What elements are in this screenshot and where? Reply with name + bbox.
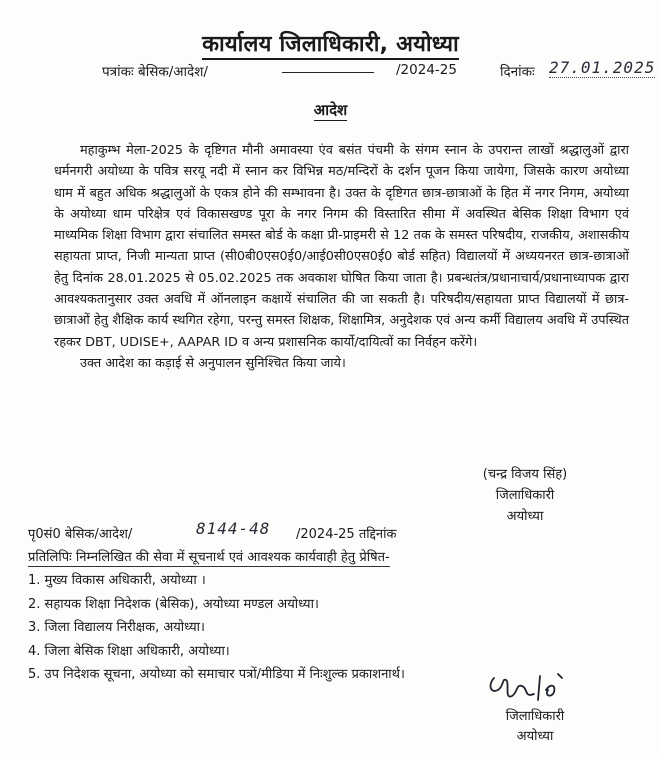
order-body (54, 140, 629, 374)
signatory-designation: जिलाधिकारी (495, 488, 555, 503)
office-title (0, 28, 661, 58)
final-signature-block (450, 670, 620, 750)
reference-year: /2024-25 (396, 62, 457, 78)
final-signatory-text (450, 707, 620, 747)
copy-to-intro: प्रतिलिपिः निम्नलिखित की सेवा में सूचनार्थ एवं आवश्यक कार्यवाही हेतु प्रेषित- (28, 547, 390, 567)
signatory-place: अयोध्या (506, 509, 544, 524)
reference-prefix: पत्रांकः बेसिक/आदेश/ (102, 64, 208, 80)
signatory-block (440, 464, 610, 527)
endorsement-prefix: पृ0सं0 बेसिक/आदेश/ (28, 527, 133, 542)
endorsement-suffix: /2024-25 तद्दिनांक (296, 527, 397, 542)
endorsement-handwritten-number: 8144-48 (196, 519, 271, 538)
handwritten-date: 27.01.2025 (549, 58, 656, 77)
order-paragraph-compliance: उक्त आदेश का कड़ाई से अनुपालन सुनिश्चित किया जाये। (80, 355, 346, 371)
recipient-list (28, 569, 405, 687)
handwritten-signature (484, 670, 574, 706)
signatory-name: (चन्द्र विजय सिंह) (482, 467, 568, 482)
reference-line (102, 58, 656, 84)
recipient-item: 1. मुख्य विकास अधिकारी, अयोध्या । (28, 573, 206, 588)
final-signatory-place: अयोध्या (516, 729, 554, 744)
final-signatory-designation: जिलाधिकारी (505, 709, 565, 724)
order-heading (0, 100, 661, 120)
office-title-text: कार्यालय जिलाधिकारी, अयोध्या (202, 32, 459, 60)
order-paragraph-main: महाकुम्भ मेला-2025 के दृष्टिगत मौनी अमावस्या एंव बसंत पंचमी के संगम स्नान के उपरान्त लाखों श्रद्धालुओं द्वारा धर्मनगरी अयोध्या के पवित्र सरयू नदी में स्नान कर विभिन्न मठ/मन्दिरों के दर्शन पूजन किया जायेगा, जिसके कारण अयोध्या धाम में बहुत अधिक श्रद्धालुओं के एकत्र होने की सम्भावना है। उक्त के दृष्टिगत छात्र-छात्राओं के हित में नगर निगम, अयोध्या के अयोध्या धाम परिक्षेत्र एवं विकासखण्ड पूरा के नगर निगम की विस्तारित सीमा में अवस्थित बेसिक शिक्षा विभाग एवं माध्यमिक शिक्षा विभाग द्वारा संचालित समस्त बोर्ड के कक्षा प्री-प्राइमरी से 12 तक के समस्त परिषदीय, राजकीय, अशासकीय सहायता प्राप्त, निजी मान्यता प्राप्त (सी0बी0एस0ई0/आई0सी0एस0ई0 बोर्ड सहित) विद्यालयों में अध्ययनरत छात्र-छात्राओं हेतु दिनांक 28.01.2025 से 05.02.2025 तक अवकाश घोषित किया जाता है। प्रबन्धतंत्र/प्रधानाचार्य/प्रधानाध्यापक द्वारा आवश्यकतानुसार उक्त अवधि में ऑनलाइन कक्षायें संचालित की जा सकती है। परिषदीय/सहायता प्राप्त विद्यालयों में छात्र-छात्राओं हेतु शैक्षिक कार्य स्थगित रहेगा, परन्तु समस्त शिक्षक, शिक्षामित्र, अनुदेशक एवं अन्य कर्मी विद्यालय अवधि में उपस्थित रहकर DBT, UDISE+, AAPAR ID व अन्य प्रशासनिक कार्यो/दायित्वों का निर्वहन करेंगे। (54, 143, 629, 350)
recipient-item: 4. जिला बेसिक शिक्षा अधिकारी, अयोध्या। (28, 643, 230, 659)
recipient-item: 3. जिला विद्यालय निरीक्षक, अयोध्या। (28, 620, 205, 635)
recipient-item: 5. उप निदेशक सूचना, अयोध्या को समाचार पत्रों/मीडिया में निःशुल्क प्रकाशनार्थ। (28, 667, 405, 682)
recipient-item: 2. सहायक शिक्षा निदेशक (बेसिक), अयोध्या मण्डल अयोध्या। (28, 596, 319, 612)
order-heading-text: आदेश (313, 101, 348, 119)
reference-blank-line (282, 72, 374, 73)
date-label: दिनांकः (500, 64, 535, 80)
